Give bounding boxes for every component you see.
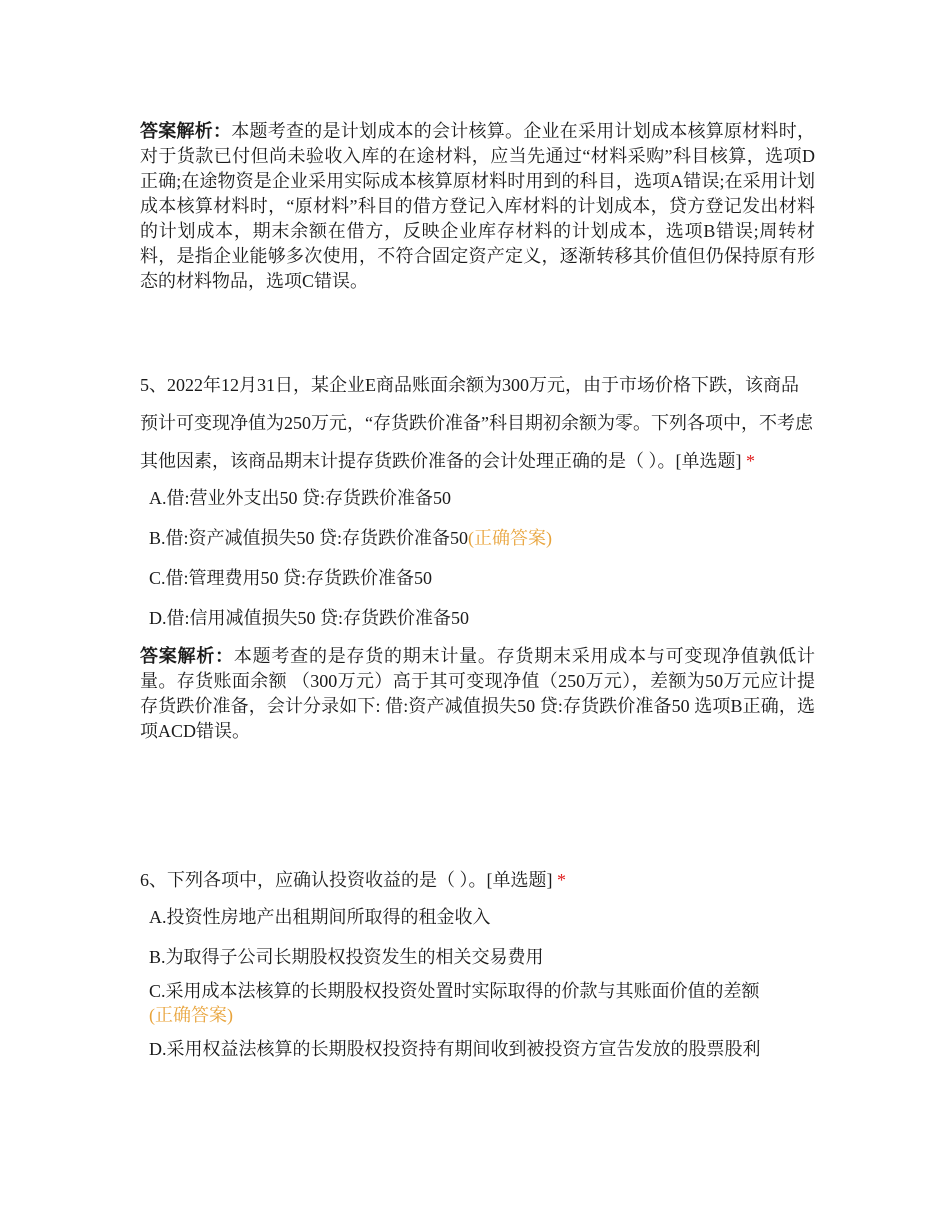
option-text: D.借:信用减值损失50 贷:存货跌价准备50 (149, 608, 469, 628)
option-list (140, 905, 815, 1061)
option-c[interactable] (140, 566, 815, 590)
option-list (140, 486, 815, 630)
analysis-label: 答案解析： (140, 646, 234, 666)
option-d[interactable] (140, 1037, 815, 1061)
option-d[interactable] (140, 606, 815, 630)
answer-analysis (140, 644, 815, 744)
option-text: C.采用成本法核算的长期股权投资处置时实际取得的价款与其账面价值的差额 (149, 981, 760, 1001)
answer-analysis (140, 119, 815, 294)
question-stem: 5、2022年12月31日，某企业E商品账面余额为300万元，由于市场价格下跌，该商品预计可变现净值为250万元，“存货跌价准备”科目期初余额为零。下列各项中，不考虑其他因素，该商品期末计提存货跌价准备的会计处理正确的是（ ）。[单选题] (140, 375, 813, 471)
question-5 (140, 366, 815, 744)
question-text (140, 366, 815, 480)
option-b[interactable] (140, 526, 815, 550)
analysis-text: 本题考查的是存货的期末计量。存货期末采用成本与可变现净值孰低计量。存货账面余额 （300万元）高于其可变现净值（250万元），差额为50万元应计提存货跌价准备，会计分录如下: 借:资产减值损失50 贷:存货跌价准备50 选项B正确，选项ACD错误。 (140, 646, 815, 741)
question-text (140, 861, 815, 899)
option-text: A.借:营业外支出50 贷:存货跌价准备50 (149, 488, 451, 508)
option-a[interactable] (140, 486, 815, 510)
option-text: B.为取得子公司长期股权投资发生的相关交易费用 (149, 947, 544, 967)
correct-answer-tag: (正确答案) (468, 528, 553, 548)
option-text: C.借:管理费用50 贷:存货跌价准备50 (149, 568, 433, 588)
correct-answer-tag: (正确答案) (149, 1005, 233, 1025)
option-c[interactable] (140, 979, 815, 1027)
option-a[interactable] (140, 905, 815, 929)
option-text: A.投资性房地产出租期间所取得的租金收入 (149, 907, 491, 927)
question-stem: 6、下列各项中，应确认投资收益的是（ ）。[单选题] (140, 870, 553, 890)
option-text: D.采用权益法核算的长期股权投资持有期间收到被投资方宣告发放的股票股利 (149, 1039, 761, 1059)
question-6 (140, 861, 815, 1061)
analysis-text: 本题考查的是计划成本的会计核算。企业在采用计划成本核算原材料时，对于货款已付但尚未验收入库的在途材料，应当先通过“材料采购”科目核算，选项D正确;在途物资是企业采用实际成本核算原材料时用到的科目，选项A错误;在采用计划成本核算材料时，“原材料”科目的借方登记入库材料的计划成本，贷方登记发出材料的计划成本，期末余额在借方，反映企业库存材料的计划成本，选项B错误;周转材料，是指企业能够多次使用，不符合固定资产定义，逐渐转移其价值但仍保持原有形态的材料物品，选项C错误。 (140, 121, 815, 291)
analysis-label: 答案解析： (140, 121, 232, 141)
required-star: * (557, 870, 566, 890)
option-b[interactable] (140, 945, 815, 969)
required-star: * (746, 451, 755, 471)
option-text: B.借:资产减值损失50 贷:存货跌价准备50 (149, 528, 469, 548)
